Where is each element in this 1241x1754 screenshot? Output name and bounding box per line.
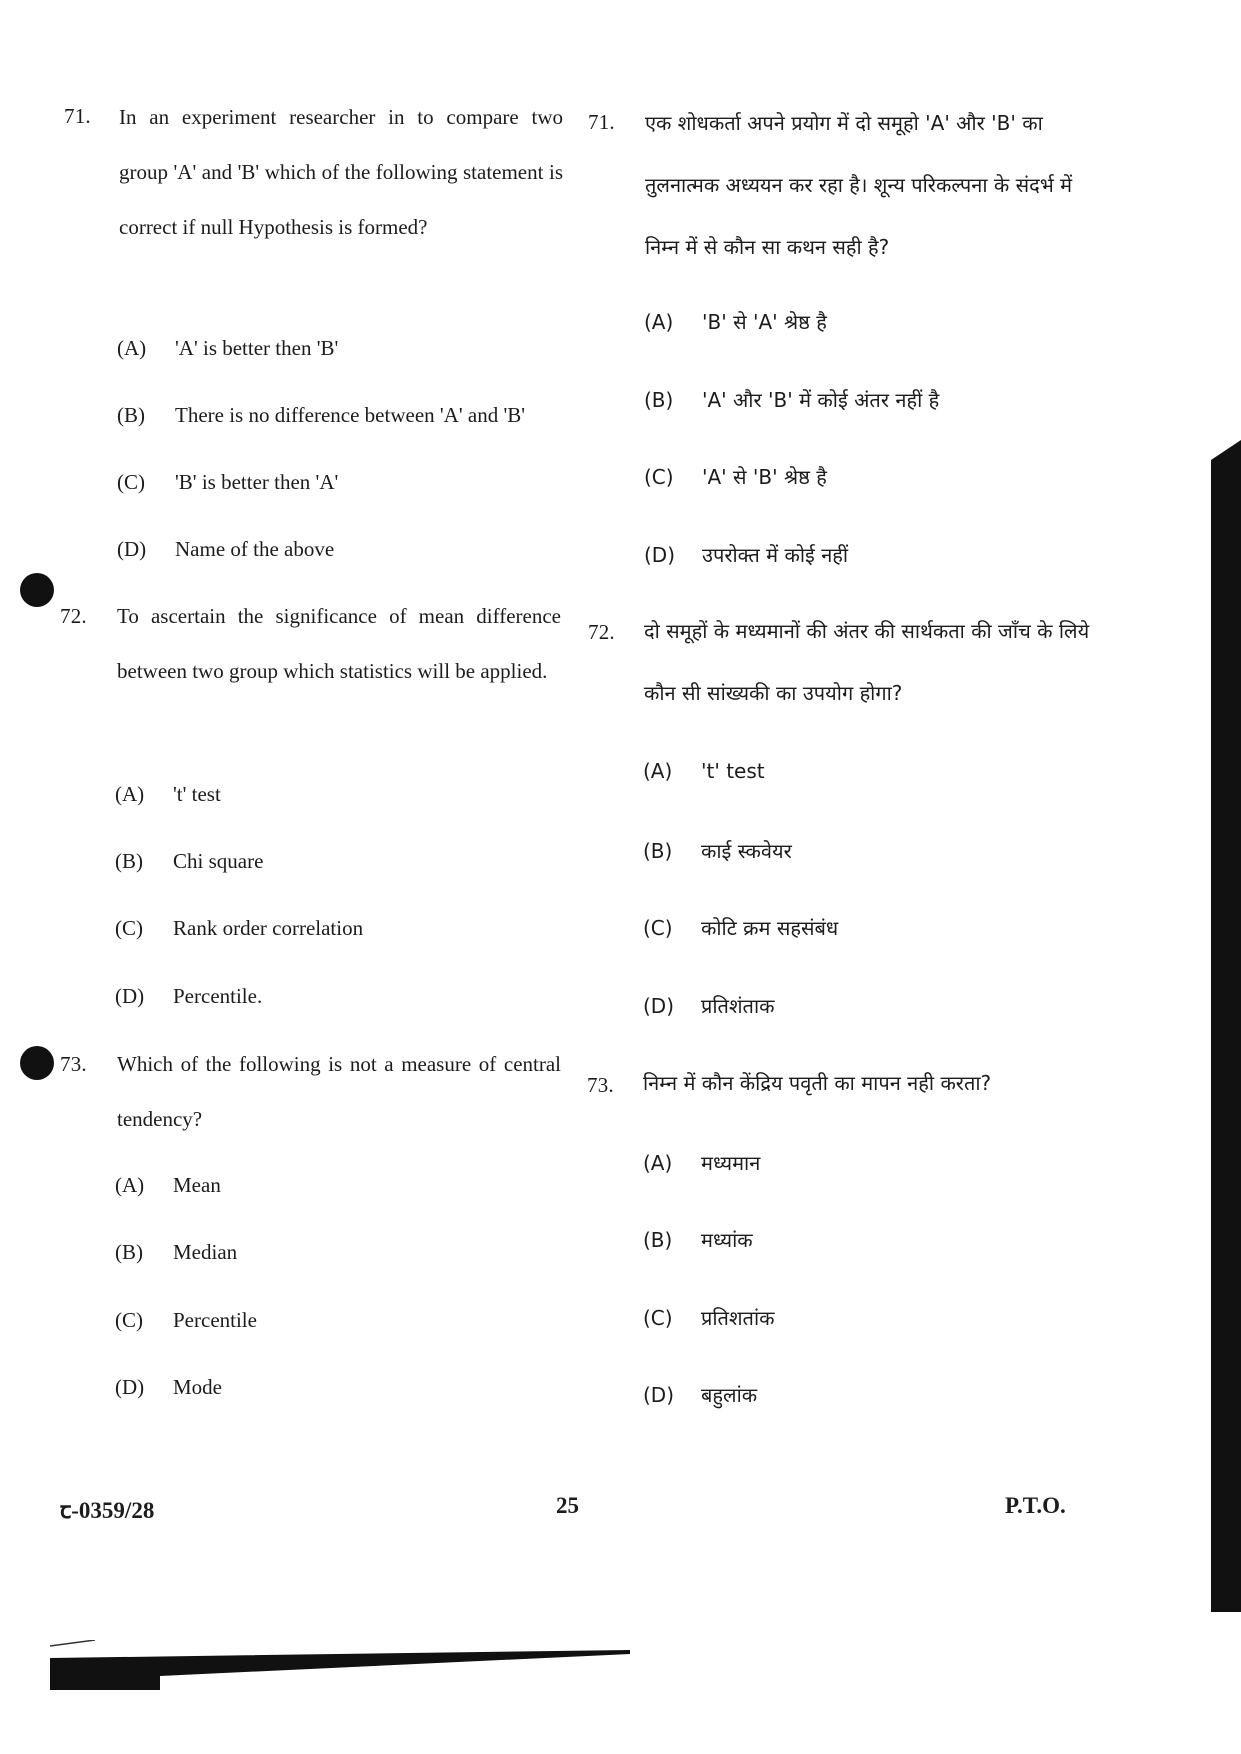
option-text: There is no difference between 'A' and 'B' (175, 403, 526, 427)
question-text: To ascertain the significance of mean difference between two group which statistics will be applied. (117, 604, 561, 683)
option-text: Chi square (173, 849, 264, 873)
option-text: 'A' से 'B' श्रेष्ठ है (702, 465, 827, 489)
question-text: दो समूहों के मध्यमानों की अंतर की सार्थकता की जाँच के लिये कौन सी सांख्यकी का उपयोग होगा? (644, 619, 1090, 705)
option-text: काई स्कवेयर (701, 839, 792, 863)
option-label: (A) (115, 782, 145, 806)
option-c (643, 1304, 775, 1331)
option-text: 't' test (173, 782, 221, 806)
option-label: (B) (643, 1228, 673, 1252)
option-text: Rank order correlation (173, 916, 364, 940)
option-d (643, 992, 775, 1019)
option-a (643, 759, 765, 783)
option-d (115, 984, 262, 1009)
scan-dot-mark (20, 1046, 54, 1080)
option-text: Mean (173, 1173, 221, 1197)
option-b (117, 403, 525, 428)
option-b (643, 1226, 753, 1253)
option-c (115, 916, 363, 941)
option-c (115, 1308, 257, 1333)
option-label: (A) (643, 1151, 673, 1175)
option-d (643, 1381, 757, 1408)
option-d (115, 1375, 222, 1400)
option-label: (B) (643, 839, 673, 863)
question-text: एक शोधकर्ता अपने प्रयोग में दो समूहो 'A' और 'B' का तुलनात्मक अध्ययन कर रहा है। शून्य परिकल्पना के संदर्भ में निम्न में से कौन सा कथन सही है? (645, 111, 1073, 259)
option-a (644, 308, 827, 335)
option-text: 'A' और 'B' में कोई अंतर नहीं है (702, 388, 940, 412)
pto-label: P.T.O. (1005, 1493, 1066, 1518)
option-text: Percentile (173, 1308, 257, 1332)
option-label: (C) (115, 916, 143, 940)
booklet-code: ꞇ-0359/28 (60, 1498, 155, 1523)
option-label: (D) (643, 994, 675, 1018)
option-text: 'B' is better then 'A' (175, 470, 339, 494)
question-number: 72. (60, 604, 87, 628)
option-b (115, 849, 263, 874)
option-a (115, 782, 221, 807)
option-label: (B) (115, 1240, 143, 1264)
question-number: 72. (588, 620, 615, 644)
option-d (644, 541, 848, 568)
option-b (643, 837, 792, 864)
option-label: (B) (644, 388, 674, 412)
option-label: (A) (643, 759, 673, 783)
scan-dot-mark (20, 573, 54, 607)
option-label: (D) (117, 537, 147, 561)
option-text: 't' test (701, 759, 765, 783)
option-text: मध्यांक (701, 1228, 753, 1252)
option-text: कोटि क्रम सहसंबंध (701, 916, 839, 940)
option-b (115, 1240, 237, 1265)
question-number: 73. (60, 1052, 87, 1076)
option-b (644, 386, 939, 413)
option-label: (D) (643, 1383, 675, 1407)
option-text: प्रतिशतांक (701, 1306, 775, 1330)
option-text: Median (173, 1240, 238, 1264)
question-text: Which of the following is not a measure of central tendency? (117, 1052, 561, 1131)
option-label: (C) (115, 1308, 143, 1332)
option-label: (C) (644, 465, 674, 489)
option-d (117, 537, 334, 562)
option-label: (A) (117, 336, 147, 360)
option-a (115, 1173, 221, 1198)
option-label: (B) (117, 403, 145, 427)
option-text: प्रतिशंताक (701, 994, 775, 1018)
option-c (643, 914, 838, 941)
scan-bottom-bar (50, 1640, 630, 1690)
option-a (117, 336, 338, 361)
option-a (643, 1149, 760, 1176)
option-label: (C) (117, 470, 145, 494)
option-label: (D) (115, 984, 145, 1008)
option-label: (A) (644, 310, 674, 334)
scan-edge-shadow (1201, 0, 1241, 1754)
option-label: (A) (115, 1173, 145, 1197)
option-label: (D) (115, 1375, 145, 1399)
option-label: (D) (644, 543, 676, 567)
option-text: उपरोक्त में कोई नहीं (702, 543, 849, 567)
question-number: 71. (588, 110, 615, 134)
option-text: बहुलांक (701, 1383, 758, 1407)
question-number: 73. (587, 1073, 614, 1097)
question-text: निम्न में कौन केंद्रिय पवृती का मापन नही करता? (643, 1071, 992, 1095)
option-text: 'B' से 'A' श्रेष्ठ है (702, 310, 827, 334)
option-text: मध्यमान (701, 1151, 761, 1175)
option-label: (C) (643, 916, 673, 940)
option-text: Name of the above (175, 537, 335, 561)
option-label: (B) (115, 849, 143, 873)
option-c (644, 463, 827, 490)
option-c (117, 470, 338, 495)
question-number: 71. (64, 104, 91, 128)
option-label: (C) (643, 1306, 673, 1330)
option-text: Mode (173, 1375, 222, 1399)
page-number: 25 (556, 1493, 579, 1518)
option-text: 'A' is better then 'B' (175, 336, 339, 360)
question-text: In an experiment researcher in to compare two group 'A' and 'B' which of the following statement is correct if null Hypothesis is formed? (119, 105, 563, 239)
option-text: Percentile. (173, 984, 263, 1008)
